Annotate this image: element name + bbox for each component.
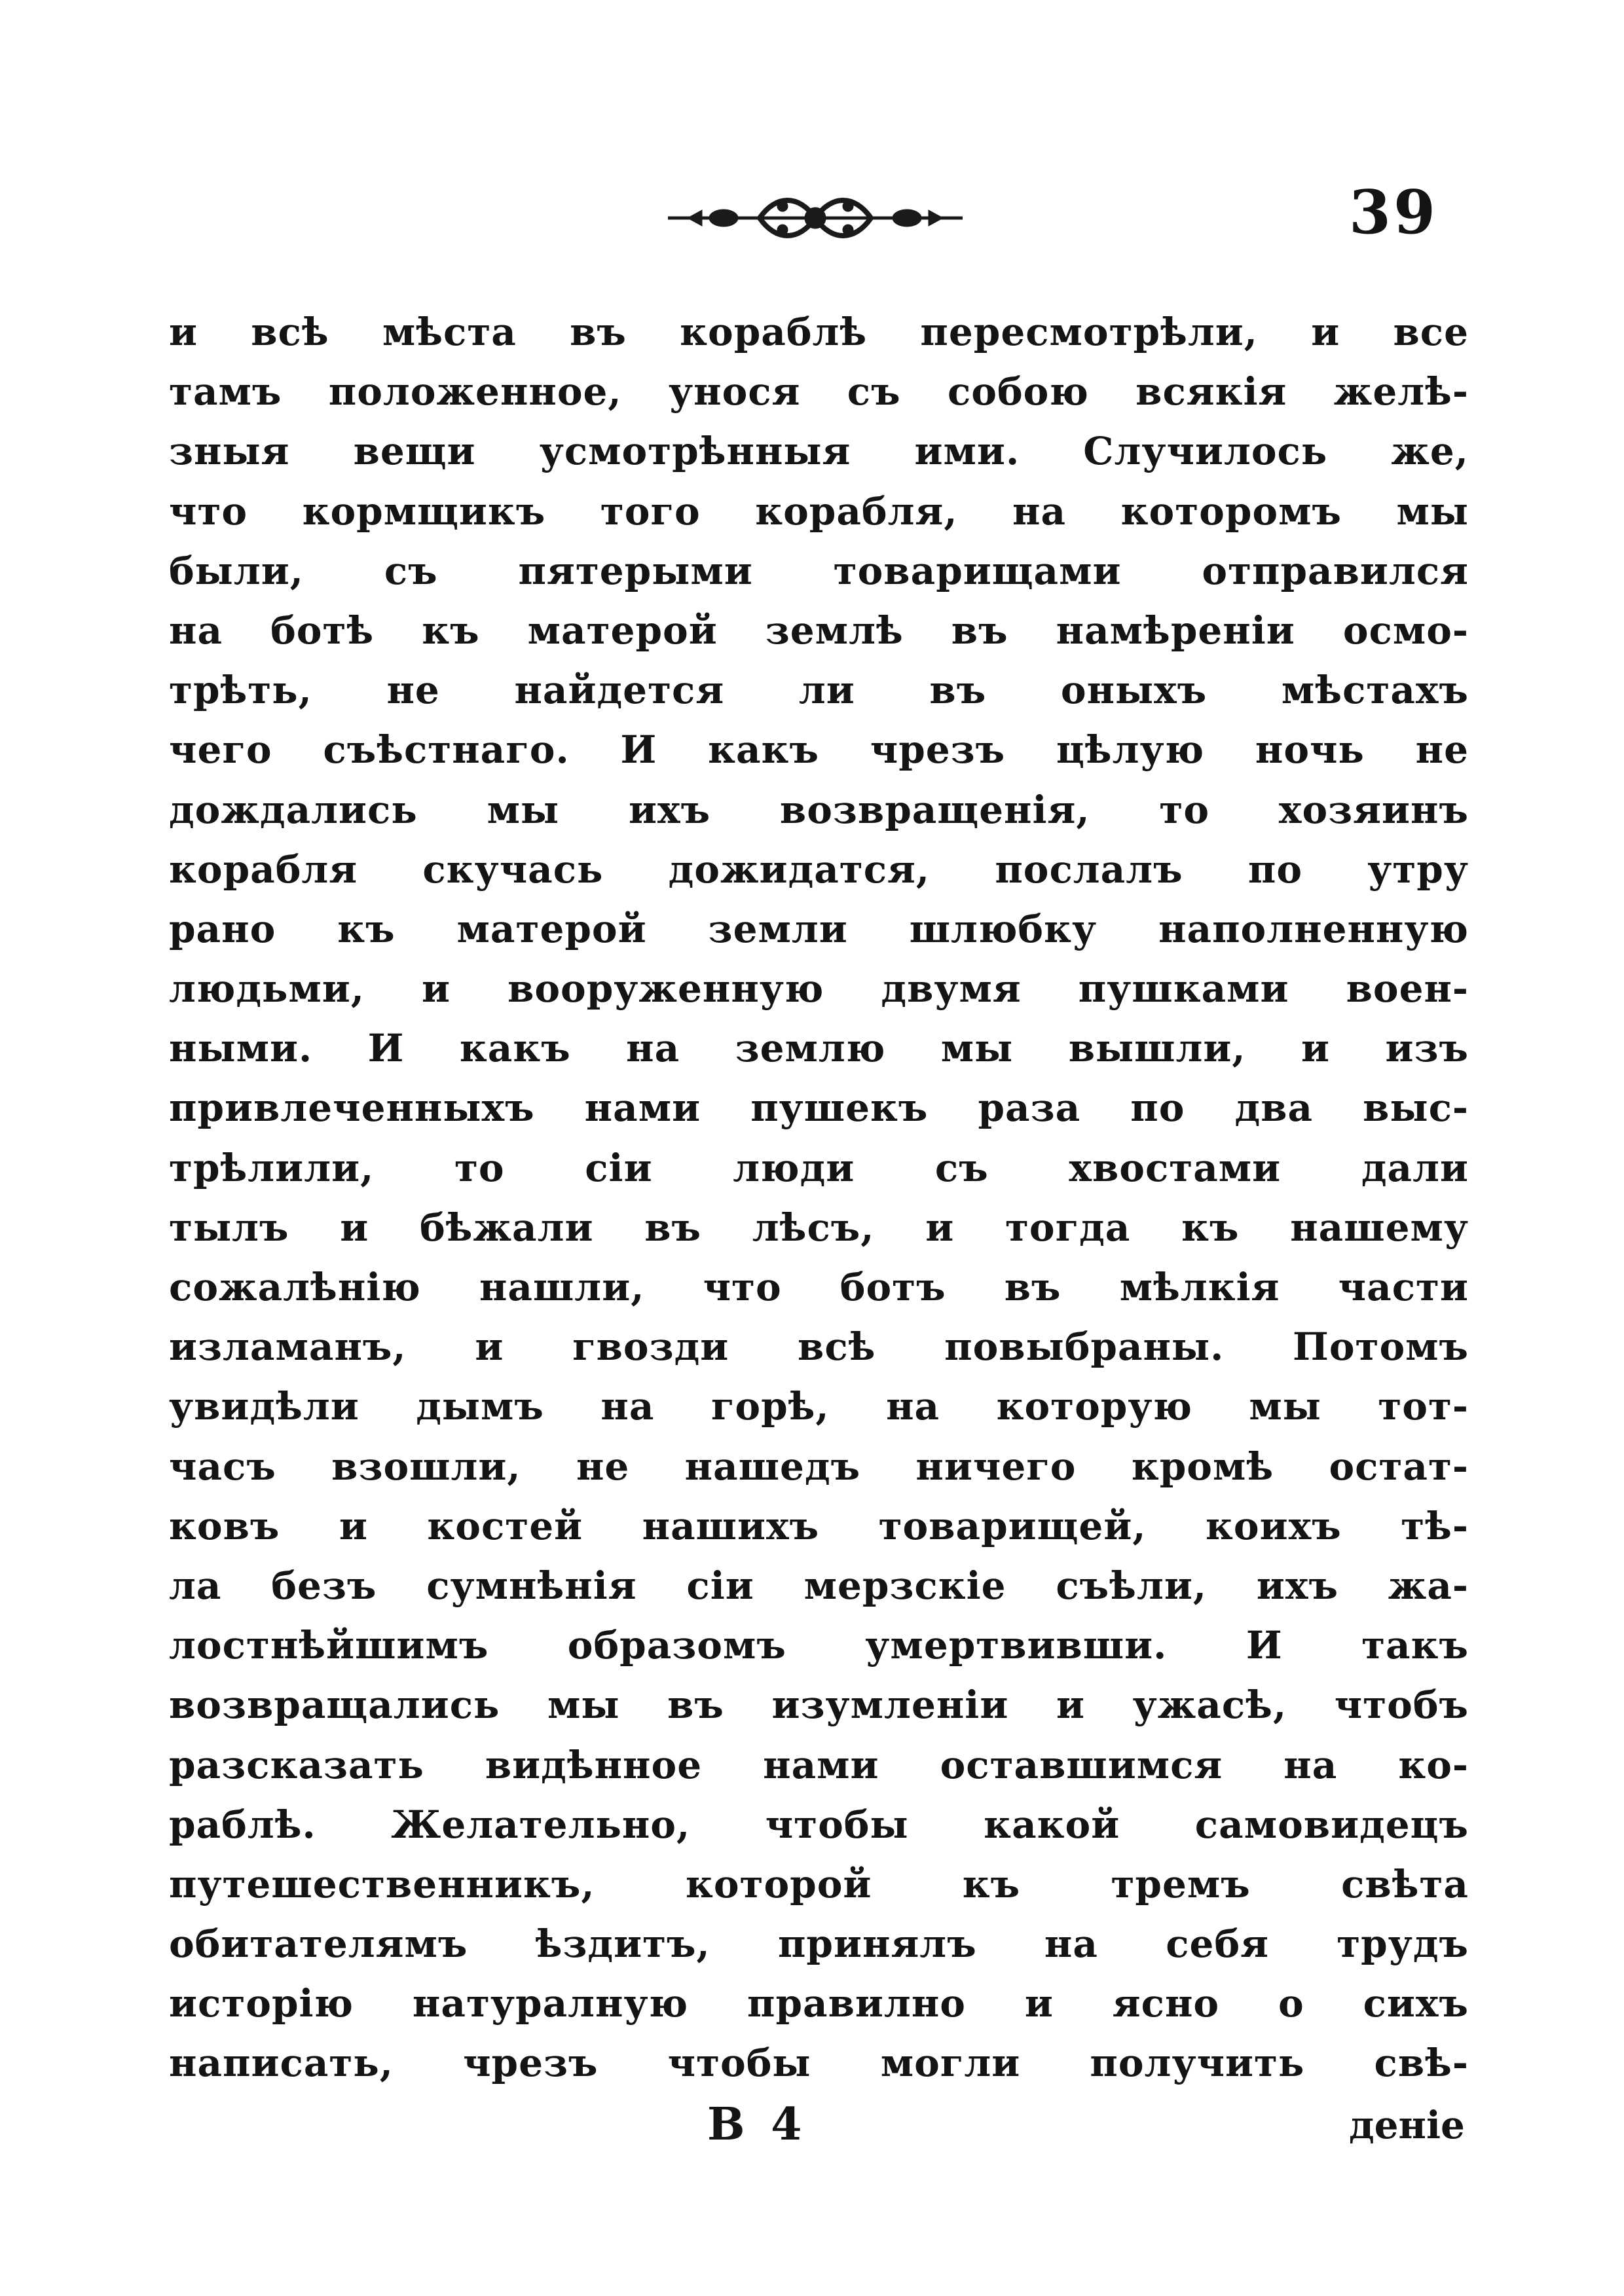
text-line: лостнѣйшимъ образомъ умертвивши. И такъ <box>169 1623 1469 1668</box>
text-line: рано къ матерой земли шлюбку наполненную <box>169 906 1469 951</box>
text-line: чего съѣстнаго. И какъ чрезъ цѣлую ночь не <box>169 727 1469 773</box>
printer-signature-mark: В 4 <box>707 2098 807 2151</box>
text-line: привлеченныхъ нами пушекъ раза по два выс- <box>169 1085 1469 1131</box>
text-line: ковъ и костей нашихъ товарищей, коихъ тѣ- <box>169 1503 1469 1548</box>
text-line: дождались мы ихъ возвращенія, то хозяинъ <box>169 787 1469 832</box>
text-line: написать, чрезъ чтобы могли получить свѣ- <box>169 2041 1469 2086</box>
text-line: обитателямъ ѣздитъ, принялъ на себя трудъ <box>169 1922 1469 1967</box>
text-line: разсказать видѣнное нами оставшимся на ко- <box>169 1742 1469 1787</box>
text-line: людьми, и вооруженную двумя пушками воен- <box>169 966 1469 1011</box>
text-line: возвращались мы въ изумленіи и ужасѣ, чтобъ <box>169 1683 1469 1728</box>
text-line: корабля скучась дожидатся, послалъ по утру <box>169 847 1469 892</box>
text-line: ла безъ сумнѣнія сіи мерзскіе съѣли, ихъ жа- <box>169 1563 1469 1608</box>
text-line: раблѣ. Желательно, чтобы какой самовидецъ <box>169 1802 1469 1847</box>
text-line: зныя вещи усмотрѣнныя ими. Случилось же, <box>169 429 1469 474</box>
catchword: деніе <box>1349 2103 1465 2147</box>
text-line: изламанъ, и гвозди всѣ повыбраны. Потомъ <box>169 1324 1469 1370</box>
text-line: исторію натуралную правилно и ясно о сихъ <box>169 1981 1469 2026</box>
text-line: тылъ и бѣжали въ лѣсъ, и тогда къ нашему <box>169 1205 1469 1250</box>
text-line: тамъ положенное, унося съ собою всякія желѣ- <box>169 369 1469 414</box>
text-line: ными. И какъ на землю мы вышли, и изъ <box>169 1026 1469 1071</box>
text-line: путешественникъ, которой къ тремъ свѣта <box>169 1861 1469 1906</box>
page-number: 39 <box>1349 177 1439 247</box>
text-line: трѣлили, то сіи люди съ хвостами дали <box>169 1145 1469 1190</box>
text-line: трѣть, не найдется ли въ оныхъ мѣстахъ <box>169 668 1469 713</box>
text-line: сожалѣнію нашли, что ботъ въ мѣлкія части <box>169 1265 1469 1309</box>
text-line: и всѣ мѣста въ кораблѣ пересмотрѣли, и все <box>169 310 1469 354</box>
text-line: на ботѣ къ матерой землѣ въ намѣреніи осмо- <box>169 608 1469 653</box>
text-line: что кормщикъ того корабля, на которомъ мы <box>169 488 1469 534</box>
text-line: часъ взошли, не нашедъ ничего кромѣ остат- <box>169 1444 1469 1489</box>
text-line: были, съ пятерыми товарищами отправился <box>169 548 1469 593</box>
body-text <box>169 302 1469 2094</box>
floral-headpiece-icon <box>661 187 969 246</box>
text-line: увидѣли дымъ на горѣ, на которую мы тот- <box>169 1384 1469 1429</box>
